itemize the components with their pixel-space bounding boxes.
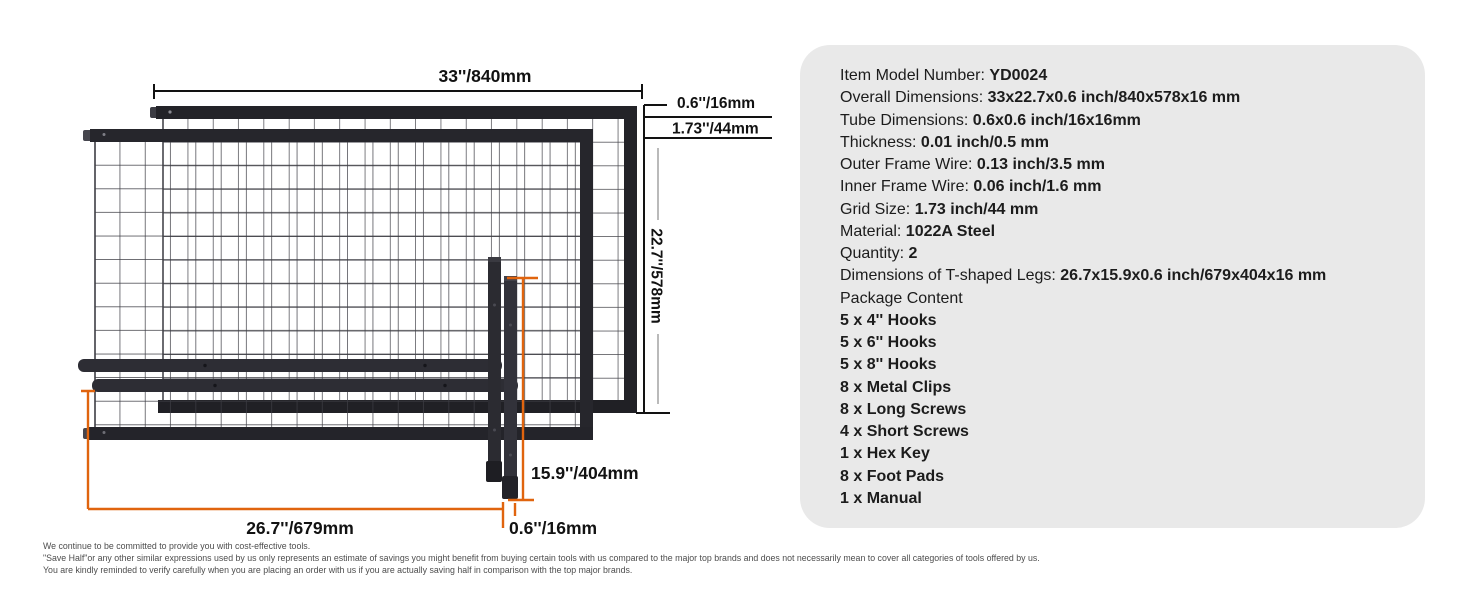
package-item-foot-pads: 8 x Foot Pads bbox=[840, 467, 945, 485]
dim-height-label: 22.7''/578mm bbox=[647, 228, 665, 324]
spec-row-quantity bbox=[840, 243, 1407, 265]
spec-value: 0.06 inch/1.6 mm bbox=[973, 178, 1102, 196]
spec-value: 2 bbox=[908, 245, 918, 262]
spec-value: 0.6x0.6 inch/16x16mm bbox=[972, 111, 1141, 129]
spec-row-model bbox=[840, 65, 1407, 87]
spec-row-outer-frame-wire bbox=[840, 154, 1407, 176]
dim-tube-top-label: 0.6''/16mm bbox=[677, 95, 756, 112]
spec-row-inner-frame-wire bbox=[840, 176, 1407, 198]
spec-value: 1.73 inch/44 mm bbox=[914, 200, 1039, 218]
spec-row-grid-size bbox=[840, 199, 1407, 221]
spec-label: Inner Frame Wire: bbox=[840, 178, 974, 196]
package-item-hooks-4: 5 x 4'' Hooks bbox=[840, 311, 937, 329]
spec-value: 0.13 inch/3.5 mm bbox=[976, 156, 1105, 173]
package-item-hooks-8: 5 x 8'' Hooks bbox=[840, 356, 937, 374]
package-item-hex-key: 1 x Hex Key bbox=[840, 445, 930, 463]
spec-row-t-legs-dimensions bbox=[840, 265, 1407, 287]
spec-label: Grid Size: bbox=[840, 200, 915, 218]
spec-row-thickness bbox=[840, 132, 1407, 154]
dim-tube-bottom-label: 0.6''/16mm bbox=[509, 518, 598, 538]
package-item-hooks-6: 5 x 6'' Hooks bbox=[840, 334, 937, 351]
spec-label: Package Content bbox=[840, 289, 963, 307]
spec-label: Thickness: bbox=[840, 133, 921, 151]
spec-value: YD0024 bbox=[989, 67, 1048, 84]
package-item-metal-clips: 8 x Metal Clips bbox=[840, 378, 952, 396]
spec-row-package-content-header bbox=[840, 288, 1407, 310]
dim-grid-size-label: 1.73''/44mm bbox=[672, 120, 759, 138]
spec-panel bbox=[800, 45, 1425, 528]
disclaimer-line: We continue to be committed to provide you with cost-effective tools. bbox=[43, 541, 311, 551]
spec-label: Outer Frame Wire: bbox=[840, 156, 977, 173]
dim-leg-height-label: 15.9''/404mm bbox=[531, 463, 639, 483]
disclaimer-footer bbox=[43, 540, 1443, 576]
spec-row-material bbox=[840, 221, 1407, 243]
spec-row-overall-dimensions bbox=[840, 87, 1407, 109]
spec-value: 33x22.7x0.6 inch/840x578x16 mm bbox=[987, 89, 1241, 107]
spec-label: Overall Dimensions: bbox=[840, 89, 988, 107]
package-item-short-screws: 4 x Short Screws bbox=[840, 423, 969, 440]
spec-value: 1022A Steel bbox=[905, 222, 996, 240]
disclaimer-line: "Save Half"or any other similar expressions used by us only represents an estimate of savings you might benefit from buying certain tools with us compared to the major top brands and does not necessarily mean to cover all categories of tools offered by us. bbox=[43, 553, 1040, 564]
package-item-long-screws: 8 x Long Screws bbox=[840, 400, 967, 418]
disclaimer-line: You are kindly reminded to verify carefully when you are placing an order with us if you are actually saving half in comparison with the top major brands. bbox=[43, 565, 633, 576]
spec-label: Quantity: bbox=[840, 245, 909, 262]
package-item-manual: 1 x Manual bbox=[840, 489, 922, 507]
spec-value: 26.7x15.9x0.6 inch/679x404x16 mm bbox=[1060, 267, 1327, 285]
dim-width-label: 33''/840mm bbox=[438, 66, 532, 86]
spec-label: Dimensions of T-shaped Legs: bbox=[840, 267, 1061, 285]
spec-row-tube-dimensions bbox=[840, 110, 1407, 132]
dim-leg-length-label: 26.7''/679mm bbox=[246, 518, 354, 538]
spec-label: Tube Dimensions: bbox=[840, 111, 973, 129]
spec-label: Item Model Number: bbox=[840, 67, 990, 84]
spec-label: Material: bbox=[840, 222, 906, 240]
product-diagram bbox=[0, 0, 780, 560]
spec-value: 0.01 inch/0.5 mm bbox=[920, 133, 1049, 151]
